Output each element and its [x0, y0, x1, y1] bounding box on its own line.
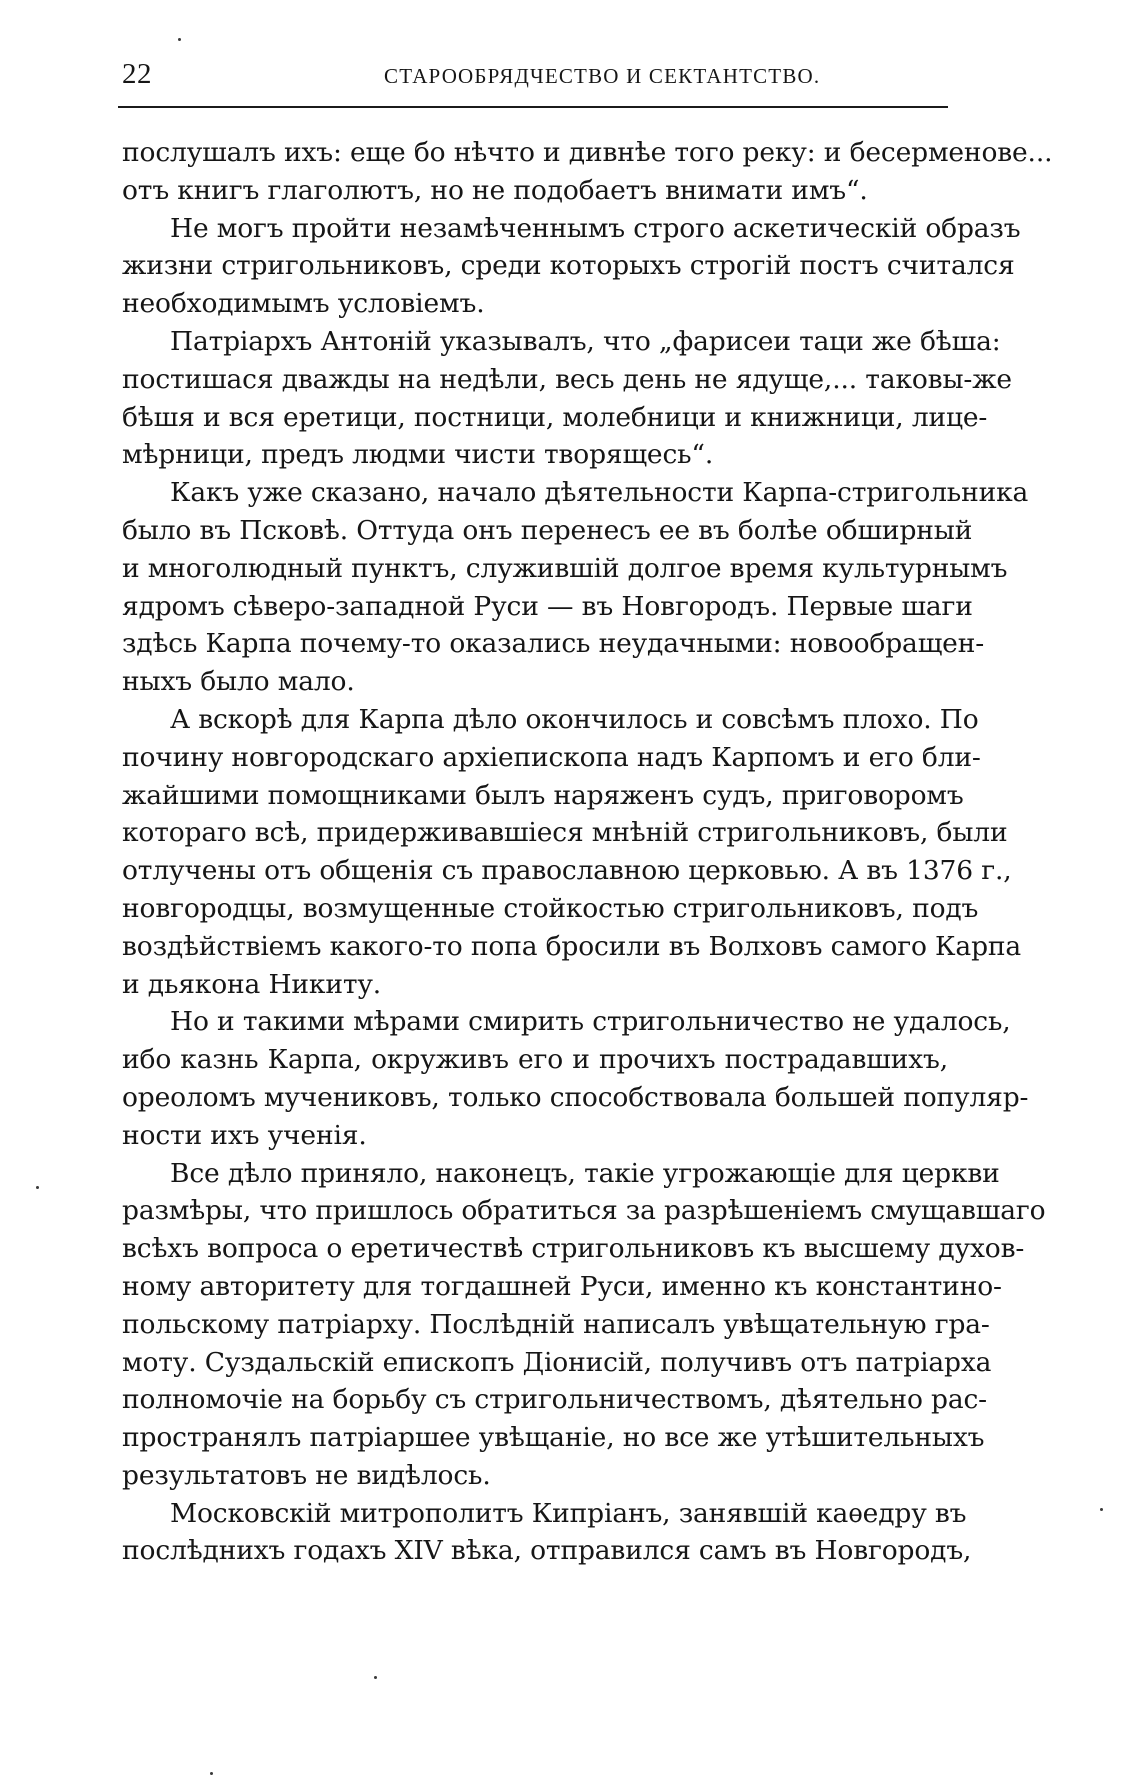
text-line: полномочіе на борьбу съ стригольничествомъ, дѣятельно рас- — [122, 1384, 987, 1416]
text-line: Все дѣло приняло, наконецъ, такіе угрожающіе для церкви — [170, 1157, 1000, 1189]
text-line: размѣры, что пришлось обратиться за разрѣшеніемъ смущавшаго — [122, 1195, 1046, 1227]
page-number: 22 — [122, 58, 152, 90]
running-head — [122, 58, 952, 102]
print-speck — [210, 1772, 213, 1775]
text-line: ности ихъ ученія. — [122, 1119, 367, 1151]
text-line: жайшими помощниками былъ наряженъ судъ, приговоромъ — [122, 779, 964, 811]
text-line: Но и такими мѣрами смирить стригольничество не удалось, — [170, 1006, 1011, 1038]
text-line: жизни стригольниковъ, среди которыхъ строгій постъ считался — [122, 250, 1015, 282]
text-line: было въ Псковѣ. Оттуда онъ перенесъ ее въ болѣе обширный — [122, 514, 973, 546]
text-line: ибо казнь Карпа, окруживъ его и прочихъ пострадавшихъ, — [122, 1044, 948, 1076]
text-line: пространялъ патріаршее увѣщаніе, но все же утѣшительныхъ — [122, 1422, 985, 1454]
text-line: постишася дважды на недѣли, весь день не ядуще,... таковы-же — [122, 363, 1012, 395]
text-line: ореоломъ мучениковъ, только способствовала большей популяр- — [122, 1081, 1029, 1113]
print-speck — [1100, 1508, 1103, 1511]
text-line: отъ книгъ глаголютъ, но не подобаетъ внимати имъ“. — [122, 174, 868, 206]
text-line: котораго всѣ, придерживавшіеся мнѣній стригольниковъ, были — [122, 817, 1008, 849]
running-title: СТАРООБРЯДЧЕСТВО И СЕКТАНТСТВО. — [384, 64, 821, 88]
header-rule — [118, 106, 948, 108]
text-line: послушалъ ихъ: еще бо нѣчто и дивнѣе того реку: и бесерменове... — [122, 137, 1053, 168]
text-line: и дьякона Никиту. — [122, 968, 382, 1000]
text-line: Какъ уже сказано, начало дѣятельности Карпа-стригольника — [170, 477, 1029, 509]
text-line: результатовъ не видѣлось. — [122, 1459, 491, 1491]
print-speck — [374, 1676, 377, 1679]
text-line: польскому патріарху. Послѣдній написалъ увѣщательную гра- — [122, 1308, 990, 1340]
text-line: ныхъ было мало. — [122, 666, 355, 698]
text-line: необходимымъ условіемъ. — [122, 288, 485, 320]
text-line: послѣднихъ годахъ XIV вѣка, отправился самъ въ Новгородъ, — [122, 1535, 972, 1567]
text-line: всѣхъ вопроса о еретичествѣ стригольниковъ къ высшему духов- — [122, 1233, 1025, 1265]
text-line: ядромъ сѣверо-западной Руси — въ Новгородъ. Первые шаги — [122, 590, 973, 622]
print-speck — [36, 1186, 39, 1189]
text-line: новгородцы, возмущенные стойкостью стригольниковъ, подъ — [122, 892, 979, 924]
text-line: и многолюдный пунктъ, служившій долгое время культурнымъ — [122, 552, 1008, 584]
text-line: моту. Суздальскій епископъ Діонисій, получивъ отъ патріарха — [122, 1346, 992, 1378]
body-text — [122, 134, 1053, 1570]
text-line: Патріархъ Антоній указывалъ, что „фарисеи таци же бѣша: — [170, 325, 1001, 357]
text-line: Не могъ пройти незамѣченнымъ строго аскетическій образъ — [170, 212, 1021, 244]
text-line: почину новгородскаго архіепископа надъ Карпомъ и его бли- — [122, 741, 981, 773]
text-line: воздѣйствіемъ какого-то попа бросили въ Волховъ самого Карпа — [122, 930, 1022, 962]
text-line: А вскорѣ для Карпа дѣло окончилось и совсѣмъ плохо. По — [170, 703, 979, 735]
text-line: мѣрници, предъ людми чисти творящесь“. — [122, 439, 714, 471]
text-line: бѣшя и вся еретици, постници, молебници и книжници, лице- — [122, 401, 988, 433]
text-line: Московскій митрополитъ Кипріанъ, занявшій каѳедру въ — [170, 1497, 967, 1529]
text-line: отлучены отъ общенія съ православною церковью. А въ 1376 г., — [122, 855, 1012, 887]
text-line: ному авторитету для тогдашней Руси, именно къ константино- — [122, 1270, 1002, 1302]
print-speck — [178, 38, 181, 41]
text-line: здѣсь Карпа почему-то оказались неудачными: новообращен- — [122, 628, 985, 660]
